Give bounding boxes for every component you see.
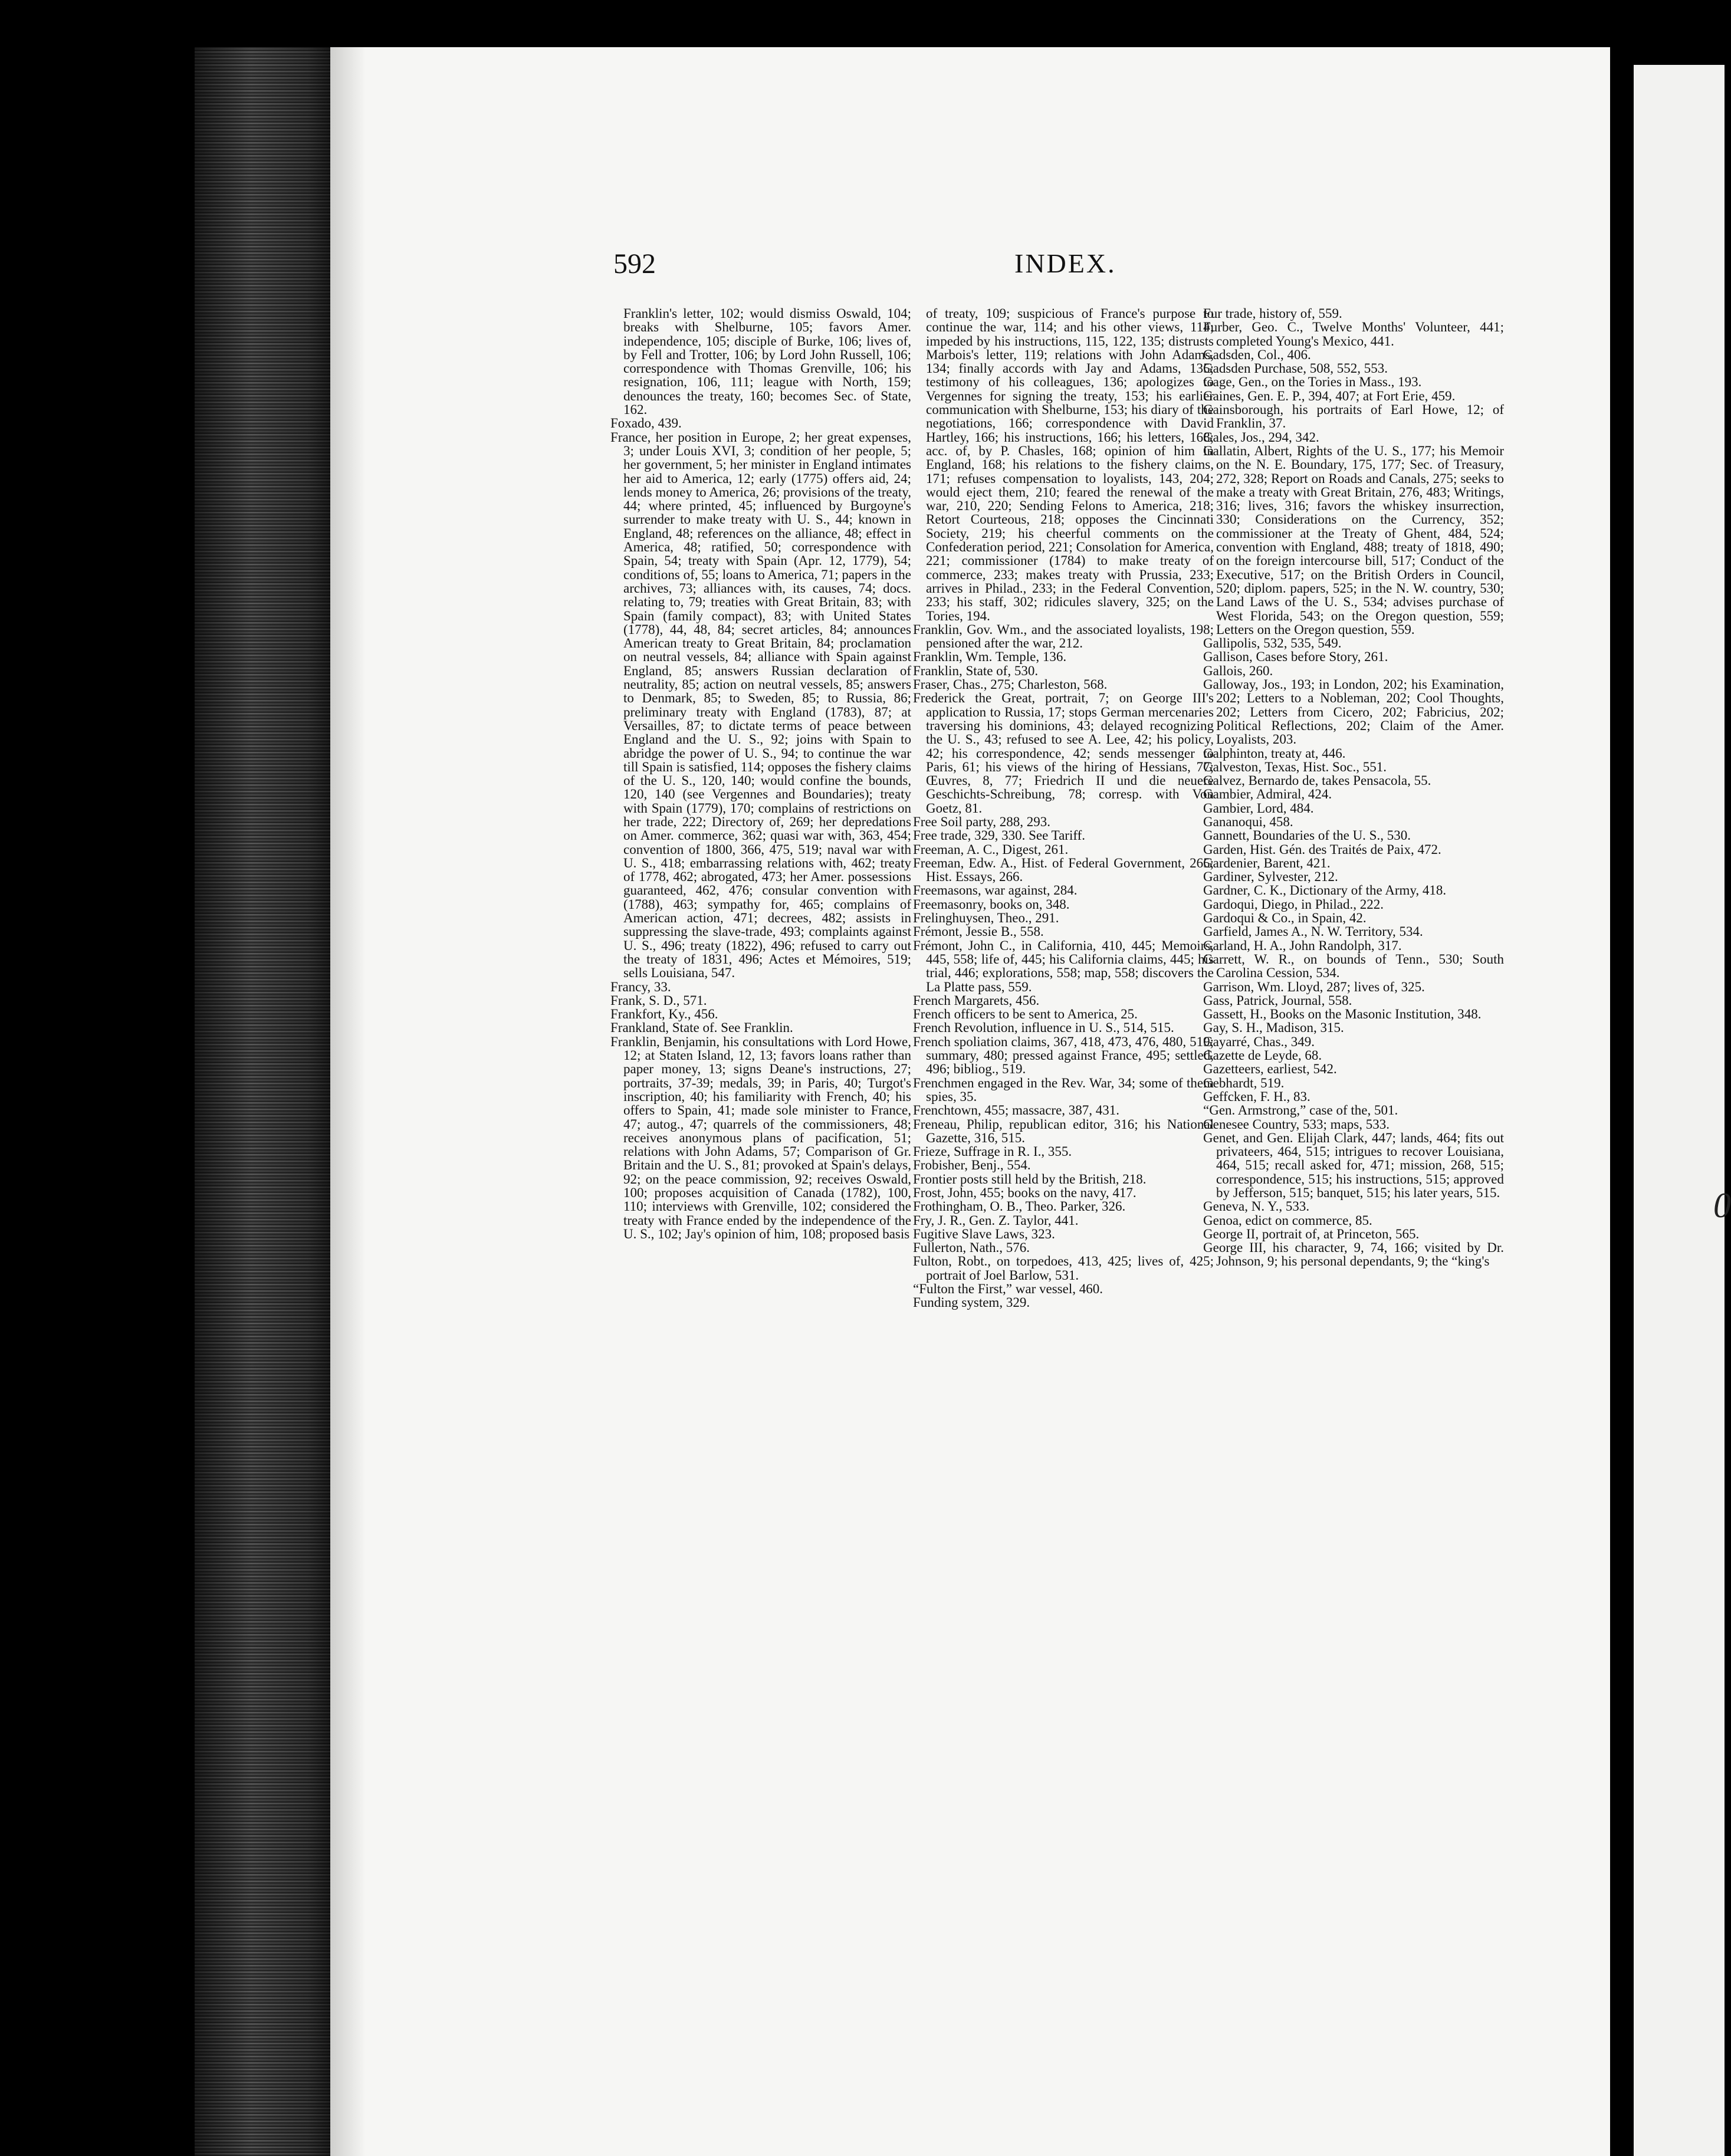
index-entry: Freeman, A. C., Digest, 261.: [913, 842, 1069, 857]
index-entry: George III, his character, 9, 74, 166; visited by Dr. Johnson, 9; his personal dependants, 9; the “king's: [1203, 1240, 1504, 1269]
index-entry: Frankfort, Ky., 456.: [610, 1007, 718, 1022]
index-entry: Gananoqui, 458.: [1203, 814, 1293, 829]
book-page-edges: [195, 47, 336, 2156]
index-entry: Frémont, Jessie B., 558.: [913, 924, 1044, 939]
index-entry: Freemasons, war against, 284.: [913, 883, 1078, 898]
index-entry: Garfield, James A., N. W. Territory, 534.: [1203, 924, 1423, 939]
index-entry: Furber, Geo. C., Twelve Months' Volunteer, 441; completed Young's Mexico, 441.: [1203, 320, 1504, 349]
index-entry: Garrett, W. R., on bounds of Tenn., 530; South Carolina Cession, 534.: [1203, 951, 1504, 981]
facing-page-glyph: 0: [1713, 1186, 1731, 1225]
index-column-2: [913, 307, 1214, 1310]
index-entry: Gardiner, Sylvester, 212.: [1203, 869, 1338, 885]
index-entry: Fraser, Chas., 275; Charleston, 568.: [913, 677, 1108, 692]
index-entry: French spoliation claims, 367, 418, 473, 476, 480, 519; summary, 480; pressed against France, 495; settled, 496; bibliog., 519.: [913, 1034, 1214, 1077]
index-entry: Gassett, H., Books on the Masonic Institution, 348.: [1203, 1007, 1482, 1022]
index-entry: Foxado, 439.: [610, 416, 682, 431]
index-entry: Frelinghuysen, Theo., 291.: [913, 911, 1059, 926]
index-entry: Genesee Country, 533; maps, 533.: [1203, 1116, 1390, 1132]
index-entry: Funding system, 329.: [913, 1295, 1030, 1310]
index-entry: Free Soil party, 288, 293.: [913, 814, 1050, 829]
index-entry: Gage, Gen., on the Tories in Mass., 193.: [1203, 374, 1422, 390]
index-entry: Freemasonry, books on, 348.: [913, 896, 1070, 912]
index-entry: “Gen. Armstrong,” case of the, 501.: [1203, 1103, 1398, 1118]
index-entry: French Margarets, 456.: [913, 992, 1040, 1008]
index-entry: Fullerton, Nath., 576.: [913, 1240, 1030, 1256]
index-entry: Galveston, Texas, Hist. Soc., 551.: [1203, 759, 1387, 774]
index-entry: Freeman, Edw. A., Hist. of Federal Government, 265; Hist. Essays, 266.: [913, 855, 1214, 885]
index-entry: Gallipolis, 532, 535, 549.: [1203, 636, 1342, 651]
index-entry: of treaty, 109; suspicious of France's purpose to continue the war, 114; and his other views, 114; impeded by his instructions, 115, 122, 135; distrusts Marbois's letter, 119; relations with John Adams, 134; finally accords with Jay and Adams, 135; testimony of his colleagues, 136; apologizes to Vergennes for signing the treaty, 153; his earlier communication with Shelburne, 153; his diary of the negotiations, 166; correspondence with David Hartley, 166; his instructions, 166; his letters, 168; acc. of, by P. Chasles, 168; opinion of him in England, 168; his relations to the fishery claims, 171; refuses compensation to loyalists, 143, 204; would eject them, 210; feared the renewal of the war, 210, 220; Sending Felons to America, 218; Retort Courteous, 218; opposes the Cincinnati Society, 219; his cheerful comments on the Confederation period, 221; Consolation for America, 221; commissioner (1784) to make treaty of commerce, 233; makes treaty with Prussia, 233; arrives in Philad., 233; in the Federal Convention, 233; his staff, 302; ridicules slavery, 325; on the Tories, 194.: [926, 306, 1214, 623]
index-entry: French officers to be sent to America, 25.: [913, 1007, 1138, 1022]
index-entry: Gebhardt, 519.: [1203, 1075, 1285, 1090]
index-entry: Free trade, 329, 330. See Tariff.: [913, 828, 1085, 843]
index-entry: Gardoqui, Diego, in Philad., 222.: [1203, 896, 1384, 912]
index-entry: Galphinton, treaty at, 446.: [1203, 745, 1346, 761]
index-entry: Frenchmen engaged in the Rev. War, 34; some of them spies, 35.: [913, 1075, 1214, 1104]
index-entry: Gambier, Lord, 484.: [1203, 800, 1314, 816]
index-entry: Francy, 33.: [610, 979, 671, 994]
index-entry: Frenchtown, 455; massacre, 387, 431.: [913, 1103, 1120, 1118]
index-entry: Frothingham, O. B., Theo. Parker, 326.: [913, 1199, 1126, 1214]
index-entry: Frankland, State of. See Franklin.: [610, 1020, 793, 1036]
index-entry: Garland, H. A., John Randolph, 317.: [1203, 938, 1402, 953]
index-entry: Frank, S. D., 571.: [610, 992, 707, 1008]
index-entry: Gardoqui & Co., in Spain, 42.: [1203, 911, 1367, 926]
index-column-3: [1203, 307, 1504, 1268]
index-entry: Gainsborough, his portraits of Earl Howe, 12; of Franklin, 37.: [1203, 402, 1504, 431]
index-entry: France, her position in Europe, 2; her great expenses, 3; under Louis XVI, 3; condition of her people, 5; her government, 5; her minister in England intimates her aid to America, 12; early (1775) offers aid, 24; lends money to America, 26; provisions of the treaty, 44; where printed, 45; influenced by Burgoyne's surrender to make treaty with U. S., 44; known in England, 48; references on the alliance, 48; effect in America, 48; ratified, 50; correspondence with Spain, 54; treaty with Spain (Apr. 12, 1779), 54; conditions of, 55; loans to America, 71; papers in the archives, 73; alliances with, its causes, 74; docs. relating to, 79; treaties with Great Britain, 83; with Spain (family compact), 83; with United States (1778), 44, 48, 84; secret articles, 84; announces American treaty to Great Britain, 84; proclamation on neutral vessels, 84; alliance with Spain against England, 85; answers Russian declaration of neutrality, 85; action on neutral vessels, 85; answers to Denmark, 85; to Sweden, 85; to Russia, 86; preliminary treaty with England (1783), 87; at Versailles, 87; to dictate terms of peace between England and the U. S., 92; joins with Spain to abridge the power of U. S., 94; to continue the war till Spain is satisfied, 114; opposes the fishery claims of the U. S., 120, 140; would confine the bounds, 120, 140 (see Vergennes and Boundaries); treaty with Spain (1779), 170; complains of restrictions on her trade, 222; Directory of, 269; her depredations on Amer. commerce, 362; quasi war with, 363, 454; convention of 1800, 366, 475, 519; naval war with U. S., 418; embarrassing relations with, 462; treaty of 1778, 462; abrogated, 473; her Amer. possessions guaranteed, 462, 476; consular convention with (1788), 463; sympathy for, 465; complains of American action, 471; decrees, 482; assists in suppressing the slave-trade, 493; complaints against U. S., 496; treaty (1822), 496; refused to carry out the treaty of 1831, 496; Actes et Mémoires, 519; sells Louisiana, 547.: [610, 429, 911, 981]
index-entry: Gadsden, Col., 406.: [1203, 347, 1311, 362]
index-entry: Gayarré, Chas., 349.: [1203, 1034, 1315, 1049]
index-entry: Frost, John, 455; books on the navy, 417.: [913, 1185, 1137, 1200]
index-entry: Frémont, John C., in California, 410, 445; Memoirs, 445, 558; life of, 445; his California claims, 445; his trial, 446; explorations, 558; map, 558; discovers the La Platte pass, 559.: [913, 938, 1214, 994]
index-entry: Franklin, Benjamin, his consultations with Lord Howe, 12; at Staten Island, 12, 13; favors loans rather than paper money, 13; signs Deane's instructions, 27; portraits, 37-39; medals, 39; in Paris, 40; Turgot's inscription, 40; his familiarity with French, 40; his offers to Spain, 41; made sole minister to France, 47; autog., 47; quarrels of the commissioners, 48; receives anonymous plans of pacification, 51; relations with John Adams, 57; Comparison of Gr. Britain and the U. S., 81; provoked at Spain's delays, 92; on the peace commission, 92; receives Oswald, 100; proposes acquisition of Canada (1782), 100, 110; interviews with Grenville, 102; considered the treaty with France ended by the independence of the U. S., 102; Jay's opinion of him, 108; proposed basis: [610, 1034, 911, 1241]
page-header: [613, 248, 1663, 289]
index-entry: Fugitive Slave Laws, 323.: [913, 1226, 1055, 1241]
index-entry: Frontier posts still held by the British, 218.: [913, 1171, 1147, 1187]
index-entry: Galloway, Jos., 193; in London, 202; his Examination, 202; Letters to a Nobleman, 202; Cool Thoughts, 202; Letters from Cicero, 202; Fabricius, 202; Political Reflections, 202; Claim of the Amer. Loyalists, 203.: [1203, 677, 1504, 747]
facing-page: [1634, 65, 1731, 2156]
index-entry: Franklin's letter, 102; would dismiss Oswald, 104; breaks with Shelburne, 105; favors Amer. independence, 105; disciple of Burke, 106; lives of, by Fell and Trotter, 106; by Lord John Russell, 106; correspondence with Thomas Grenville, 106; his resignation, 106, 111; league with North, 159; denounces the treaty, 160; becomes Sec. of State, 162.: [623, 306, 911, 418]
index-entry: “Fulton the First,” war vessel, 460.: [913, 1281, 1103, 1297]
index-entry: Gallois, 260.: [1203, 663, 1273, 678]
index-entry: Gazette de Leyde, 68.: [1203, 1048, 1322, 1063]
index-entry: Gambier, Admiral, 424.: [1203, 787, 1332, 802]
index-entry: Gaines, Gen. E. P., 394, 407; at Fort Erie, 459.: [1203, 388, 1456, 403]
index-entry: Frobisher, Benj., 554.: [913, 1158, 1031, 1173]
index-column-1: [610, 307, 911, 1241]
page-number: 592: [613, 248, 656, 280]
index-entry: Gazetteers, earliest, 542.: [1203, 1061, 1337, 1077]
index-entry: Fry, J. R., Gen. Z. Taylor, 441.: [913, 1212, 1079, 1228]
index-entry: French Revolution, influence in U. S., 514, 515.: [913, 1020, 1174, 1036]
index-entry: Garden, Hist. Gén. des Traités de Paix, 472.: [1203, 842, 1441, 857]
index-entry: Galvez, Bernardo de, takes Pensacola, 55.: [1203, 773, 1431, 788]
index-entry: Gallatin, Albert, Rights of the U. S., 177; his Memoir on the N. E. Boundary, 175, 177; Sec. of Treasury, 272, 328; Report on Roads and Canals, 275; seeks to make a treaty with Great Britain, 276, 483; Writings, 316; lives, 316; favors the whiskey insurrection, 330; Considerations on the Currency, 352; commissioner at the Treaty of Ghent, 484, 524; convention with England, 488; treaty of 1818, 490; on the foreign intercourse bill, 517; Conduct of the Executive, 517; on the British Orders in Council, 520; diplom. papers, 525; in the N. W. country, 530; Land Laws of the U. S., 534; advises purchase of West Florida, 543; on the Oregon question, 559; Letters on the Oregon question, 559.: [1203, 443, 1504, 637]
index-entry: Gales, Jos., 294, 342.: [1203, 429, 1319, 445]
index-entry: Gass, Patrick, Journal, 558.: [1203, 992, 1352, 1008]
index-entry: Geffcken, F. H., 83.: [1203, 1089, 1310, 1104]
running-head: INDEX.: [1014, 248, 1116, 278]
index-entry: Genoa, edict on commerce, 85.: [1203, 1212, 1372, 1228]
index-entry: George II, portrait of, at Princeton, 565.: [1203, 1226, 1420, 1241]
index-entry: Frieze, Suffrage in R. I., 355.: [913, 1144, 1072, 1159]
index-entry: Gardenier, Barent, 421.: [1203, 855, 1331, 870]
index-entry: Garrison, Wm. Lloyd, 287; lives of, 325.: [1203, 979, 1425, 994]
index-entry: Gay, S. H., Madison, 315.: [1203, 1020, 1344, 1036]
index-entry: Fur trade, history of, 559.: [1203, 306, 1342, 321]
index-entry: Freneau, Philip, republican editor, 316; his National Gazette, 316, 515.: [913, 1116, 1214, 1145]
index-entry: Franklin, Wm. Temple, 136.: [913, 649, 1067, 665]
index-entry: Gannett, Boundaries of the U. S., 530.: [1203, 828, 1411, 843]
index-entry: Franklin, State of, 530.: [913, 663, 1039, 678]
index-entry: Gardner, C. K., Dictionary of the Army, 418.: [1203, 883, 1447, 898]
index-entry: Gadsden Purchase, 508, 552, 553.: [1203, 361, 1388, 376]
index-entry: Franklin, Gov. Wm., and the associated loyalists, 198; pensioned after the war, 212.: [913, 622, 1214, 651]
index-entry: Gallison, Cases before Story, 261.: [1203, 649, 1388, 665]
index-entry: Fulton, Robt., on torpedoes, 413, 425; lives of, 425; portrait of Joel Barlow, 531.: [913, 1254, 1214, 1283]
index-entry: Genet, and Gen. Elijah Clark, 447; lands, 464; fits out privateers, 464, 515; intrigues to recover Louisiana, 464, 515; recall asked for, 471; mission, 268, 515; correspondence, 515; his instructions, 515; approved by Jefferson, 515; banquet, 515; his later years, 515.: [1203, 1130, 1504, 1200]
index-entry: Frederick the Great, portrait, 7; on George III's application to Russia, 17; stops German mercenaries traversing his dominions, 43; delayed recognizing the U. S., 43; refused to see A. Lee, 42; his policy, 42; his correspondence, 42; sends messenger to Paris, 61; his views of the hiring of Hessians, 77; Œuvres, 8, 77; Friedrich II und die neuere Geschichts-Schreibung, 78; corresp. with Von Goetz, 81.: [913, 691, 1214, 816]
index-entry: Geneva, N. Y., 533.: [1203, 1199, 1310, 1214]
